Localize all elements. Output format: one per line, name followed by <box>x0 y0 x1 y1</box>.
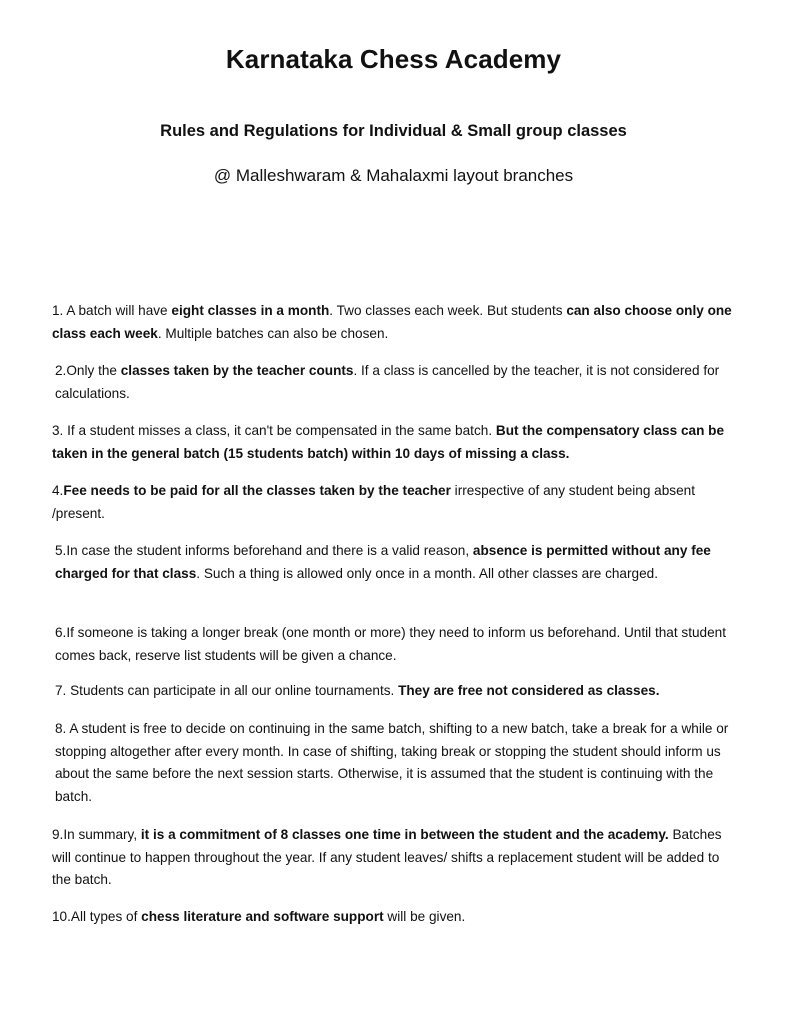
rule-text-bold: Fee needs to be paid for all the classes taken by the teacher <box>63 483 451 498</box>
rule-text-bold: can also choose only one class each week <box>52 303 732 341</box>
rule-text: 10.All types of <box>52 909 142 924</box>
rule-text: 5.In case the student informs beforehand and there is a valid reason, <box>55 543 473 558</box>
branches-line: @ Malleshwaram & Mahalaxmi layout branches <box>213 166 574 185</box>
rule-text: . If a class is cancelled by the teacher, it is not considered for calculations. <box>55 363 720 401</box>
rule-text: 2.Only the <box>55 363 121 378</box>
rule-text-bold: absence is permitted without any fee charged for that class <box>55 543 711 581</box>
rule-text: . Multiple batches can also be chosen. <box>157 325 389 341</box>
rule-text-bold: it is a commitment of 8 classes one time in between the student and the academy. <box>140 827 669 842</box>
rule-text-bold: chess literature and software support <box>141 909 384 924</box>
rule-text: 6.If someone is taking a longer break (one month or more) they need to inform us beforehand. Until that student comes back, reserve list students will be given a chance. <box>55 625 727 663</box>
rule-text: Batches will continue to happen throughout the year. If any student leaves/ shifts a replacement student will be added to the batch. <box>52 827 722 887</box>
rule-9 <box>52 824 732 892</box>
rule-text: 9.In summary, <box>52 827 141 842</box>
page-title: Karnataka Chess Academy <box>225 44 562 74</box>
rule-4 <box>52 480 732 525</box>
rule-text-bold: eight classes in a month <box>171 303 330 318</box>
rule-text-bold: But the compensatory class can be taken in the general batch (15 students batch) within 10 days of missing a class. <box>52 423 725 461</box>
rule-5 <box>52 540 735 585</box>
rule-3 <box>52 420 732 465</box>
rule-text: 7. Students can participate in all our online tournaments. <box>55 683 399 698</box>
rule-text: 1. A batch will have <box>52 303 172 318</box>
rule-10 <box>52 906 732 929</box>
rule-6 <box>52 622 735 667</box>
rule-text-bold: classes taken by the teacher counts <box>120 363 354 378</box>
rule-2 <box>52 360 735 405</box>
rule-text: will be given. <box>383 909 466 924</box>
rule-8 <box>52 718 735 808</box>
rule-text: 3. If a student misses a class, it can't be compensated in the same batch. <box>52 423 496 438</box>
rule-text: 4. <box>52 483 64 498</box>
rule-1 <box>52 300 732 345</box>
rule-text: irrespective of any student being absent /present. <box>52 483 695 521</box>
rule-text: . Such a thing is allowed only once in a month. All other classes are charged. <box>196 565 658 581</box>
rule-text: 8. A student is free to decide on continuing in the same batch, shifting to a new batch, take a break for a while or stopping altogether after every month. In case of shifting, taking break or stopping the student should inform us about the same before the next session starts. Otherwise, it is assumed that the student is continuing with the batch. <box>55 721 729 804</box>
rule-text: . Two classes each week. But students <box>329 303 567 318</box>
page-subtitle: Rules and Regulations for Individual & Small group classes <box>160 122 627 140</box>
rule-text-bold: They are free not considered as classes. <box>398 683 660 698</box>
rule-7 <box>52 680 735 703</box>
